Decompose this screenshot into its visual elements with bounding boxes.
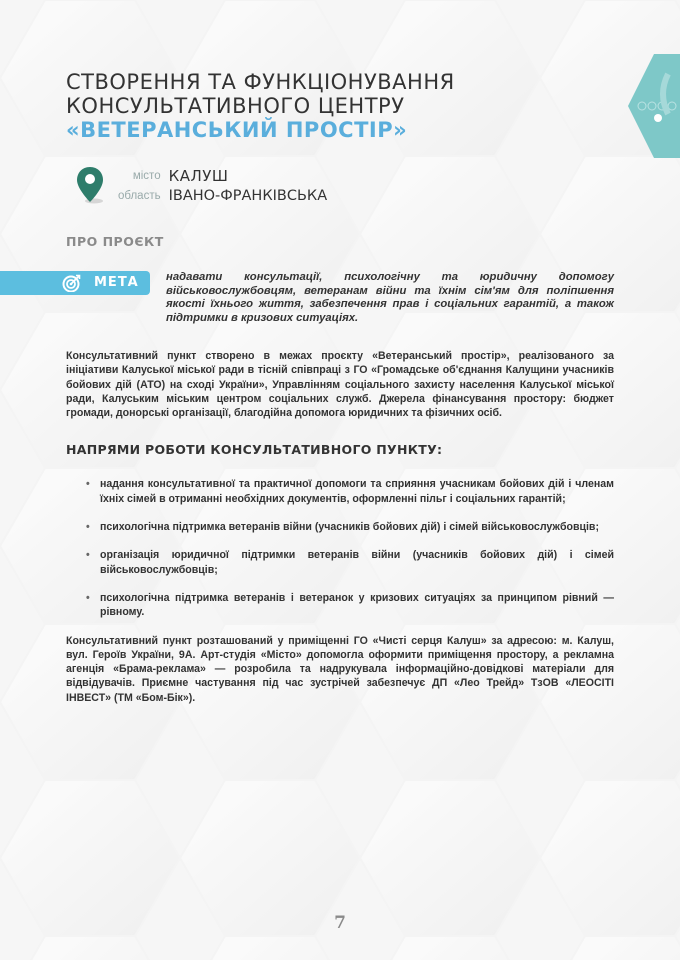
bullet-icon: • [86,549,90,562]
list-item-text: організація юридичної підтримки ветеранів війни (учасників бойових дій) і сімей військовослужбовців; [100,549,614,576]
bullet-icon: • [86,591,90,604]
page-title [66,70,614,142]
directions-list [86,477,614,619]
goal-tab [0,271,150,295]
location-block [76,166,614,206]
intro-paragraph: Консультативний пункт створено в межах проєкту «Ветеранський простір», реалізованого за ініціативи Калуської міської ради в тісній співпраці з ГО «Громадське об'єднання Калущини учасників бойових дій (АТО) на сході України», Управлінням соціального захисту населення Калуської міської ради, Калуським міським центром соціальних служб. Джерела фінансування простору: бюджет громади, донорські організації, благодійна допомога юридичних та фізичних осіб. [66,350,614,420]
list-item [86,548,614,577]
list-item-text: надання консультативної та практичної допомоги та сприяння учасникам бойових дій і членам їхніх сімей в отриманні необхідних документів, оформленні пільг і соціальних гарантій; [100,478,614,505]
goal-row [66,271,614,325]
location-grid [118,166,327,206]
goal-label: МЕТА [94,275,139,290]
target-icon [62,274,82,292]
title-line-2: КОНСУЛЬТАТИВНОГО ЦЕНТРУ [66,94,405,118]
page-number: 7 [334,913,346,933]
page-content [66,70,614,705]
title-line-3: «ВЕТЕРАНСЬКИЙ ПРОСТІР» [66,118,408,142]
directions-heading: НАПРЯМИ РОБОТИ КОНСУЛЬТАТИВНОГО ПУНКТУ: [66,442,443,458]
city-value: КАЛУШ [168,167,229,185]
list-item [86,591,614,620]
goal-text: надавати консультації, психологічну та юридичну допомогу військовослужбовцям, ветеранам війни та їхнім сім'ям для поліпшення якості їхнього життя, забезпечення прав і соціальних гарантій, а також підтримки в кризових ситуаціях. [166,271,614,324]
bullet-icon: • [86,521,90,534]
title-line-1: СТВОРЕННЯ ТА ФУНКЦІОНУВАННЯ [66,70,455,94]
location-paragraph: Консультативний пункт розташований у приміщенні ГО «Чисті серця Калуш» за адресою: м. Калуш, вул. Героїв України, 9А. Арт-студія «Місто» допомогла оформити приміщення простору, а рекламна агенція «Брама-реклама» — розробила та надрукувала інформаційно-довідкові матеріали для відвідувачів. Приємне частування під час зустрічей забезпечує ДП «Лео Трейд» ТзОВ «ЛЕОСІТІ ІНВЕСТ» (ТМ «Бом-Бік»). [66,634,614,704]
list-item [86,520,614,534]
list-item [86,477,614,506]
corner-logo-icon [628,54,680,158]
city-label: місто [132,170,161,182]
list-item-text: психологічна підтримка ветеранів війни (учасників бойових дій) і сімей військовослужбовців; [100,521,599,534]
region-value: ІВАНО-ФРАНКІВСЬКА [168,188,328,204]
region-label: область [118,190,161,202]
map-pin-icon [76,166,104,206]
list-item-text: психологічна підтримка ветеранів і ветеранок у кризових ситуаціях за принципом рівний — рівному. [100,591,614,619]
bullet-icon: • [86,478,90,491]
about-heading: ПРО ПРОЄКТ [66,234,164,249]
